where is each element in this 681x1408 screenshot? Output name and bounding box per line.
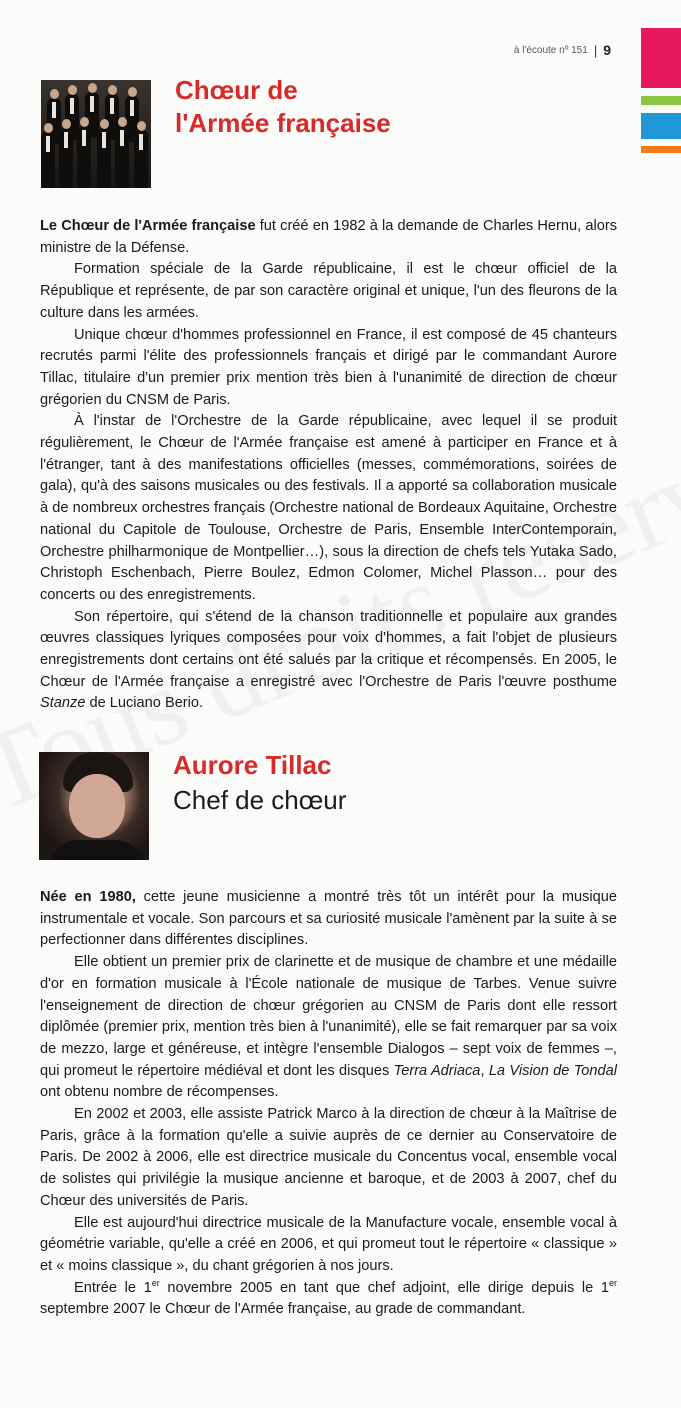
page-header xyxy=(514,42,611,58)
section-title-conductor: Aurore Tillac xyxy=(173,750,332,780)
lead-phrase: Le Chœur de l'Armée française xyxy=(40,218,256,234)
text-b: novembre 2005 en tant que chef adjoint, elle dirige depuis le 1 xyxy=(159,1279,609,1296)
bio-paragraph-4: Elle est aujourd'hui directrice musicale de la Manufacture vocale, ensemble vocal à géométrie variable, qu'elle a créé en 2006, et qui promeut tout le répertoire « classique » et « moins classique », du chant grégorien à nos jours. xyxy=(40,1214,617,1274)
choir-paragraph-3: Unique chœur d'hommes professionnel en France, il est composé de 45 chanteurs recrutés parmi l'élite des professionnels français et dirigé par le commandant Aurore Tillac, titulaire d'un premier prix mention très bien à l'unanimité de direction de chœur grégorien du CNSM de Paris. xyxy=(40,326,617,408)
lead-phrase: Née en 1980, xyxy=(40,889,136,905)
paragraph-text: Son répertoire, qui s'étend de la chanson traditionnelle et populaire aux grandes œuvres classiques lyriques composées pour voix d'hommes, a fait l'objet de plusieurs enregistrements dont certains ont été salués par la critique et récompensés. En 2005, le Chœur de l'Armée française a enregistré avec l'Orchestre de Paris l'œuvre posthume xyxy=(40,608,617,690)
title-line-1: Chœur de xyxy=(175,75,298,105)
choir-paragraph-1 xyxy=(40,216,617,259)
portrait-photo xyxy=(39,752,149,860)
tab-green xyxy=(641,96,681,105)
text-a: Entrée le 1 xyxy=(74,1279,152,1296)
ordinal-2: er xyxy=(608,1277,617,1288)
album-title-1: Terra Adriaca xyxy=(393,1062,481,1079)
section-title-choir xyxy=(175,74,391,140)
album-title-2: La Vision de Tondal xyxy=(488,1062,617,1079)
page-number: 9 xyxy=(603,42,611,58)
header-separator: | xyxy=(593,42,598,58)
choir-paragraph-4: À l'instar de l'Orchestre de la Garde républicaine, avec lequel il se produit régulièrement, le Chœur de l'Armée française est amené à participer en France et à l'étranger, tant à des manifestations officielles (messes, commémorations, soirées de gala), qu'à des saisons musicales ou des festivals. Il a apporté sa collaboration musicale à de nombreux orchestres français (Orchestre national de Bordeaux Aquitaine, Orchestre national du Capitole de Toulouse, Orchestre de Paris, Ensemble InterContemporain, Orchestre philharmonique de Montpellier…), sous la direction de chefs tels Yutaka Sado, Christoph Eschenbach, Pierre Boulez, Edmon Colomer, Michel Plasson… pour des concerts ou des enregistrements. xyxy=(40,413,617,603)
choir-photo xyxy=(41,80,151,188)
paragraph-tail: ont obtenu nombre de récompenses. xyxy=(40,1084,279,1101)
issue-label: à l'écoute nº 151 xyxy=(513,44,588,56)
text-c: septembre 2007 le Chœur de l'Armée française, au grade de commandant. xyxy=(40,1301,526,1318)
paragraph-text: fut créé en 1982 à la demande de Charles Hernu, alors ministre de la Défense. xyxy=(40,218,617,256)
paragraph-tail: de Luciano Berio. xyxy=(85,695,204,712)
bio-paragraph-2 xyxy=(40,952,617,1104)
bio-paragraph-3: En 2002 et 2003, elle assiste Patrick Marco à la direction de chœur à la Maîtrise de Paris, grâce à la formation qu'elle a suivie auprès de ce dernier au Conservatoire de Paris. De 2002 à 2006, elle est directrice musicale du Concentus vocal, ensemble vocal de solistes qui privilégie la musique ancienne et baroque, et de 2003 à 2007, chef du Chœur des universités de Paris. xyxy=(40,1106,617,1209)
title-line-2: l'Armée française xyxy=(175,108,391,138)
conductor-article xyxy=(40,887,617,1321)
choir-paragraph-5 xyxy=(40,607,617,716)
bio-paragraph-1 xyxy=(40,887,617,952)
comma: , xyxy=(480,1062,489,1079)
paragraph-text: cette jeune musicienne a montré très tôt un intérêt pour la musique instrumentale et vocale. Son parcours et sa curiosité musicale l'amènent par la suite à se perfectionner dans différentes disciplines. xyxy=(40,889,617,949)
tab-magenta xyxy=(641,28,681,88)
choir-paragraph-2: Formation spéciale de la Garde républicaine, il est le chœur officiel de la République et représente, de par son caractère original et unique, l'un des fleurons de la culture dans les armées. xyxy=(40,261,617,321)
bio-paragraph-5 xyxy=(40,1278,617,1321)
choir-article xyxy=(40,216,617,715)
work-title: Stanze xyxy=(40,695,86,712)
section-subtitle: Chef de chœur xyxy=(173,785,347,815)
paragraph-text: Elle obtient un premier prix de clarinette et de musique de chambre et une médaille d'or en formation musicale à l'École nationale de musique de Tarbes. Venue suivre l'enseignement de direction de chœur grégorien au CNSM de Paris dont elle ressort diplômée (premier prix, mention très bien à l'unanimité), elle se fait remarquer par sa voix de mezzo, large et généreuse, et intègre l'ensemble Dialogos – sept voix de femmes –, qui promeut le répertoire médiéval et dont les disques xyxy=(40,954,617,1079)
tab-blue xyxy=(641,113,681,139)
tab-orange xyxy=(641,146,681,153)
ordinal-1: er xyxy=(151,1277,160,1288)
